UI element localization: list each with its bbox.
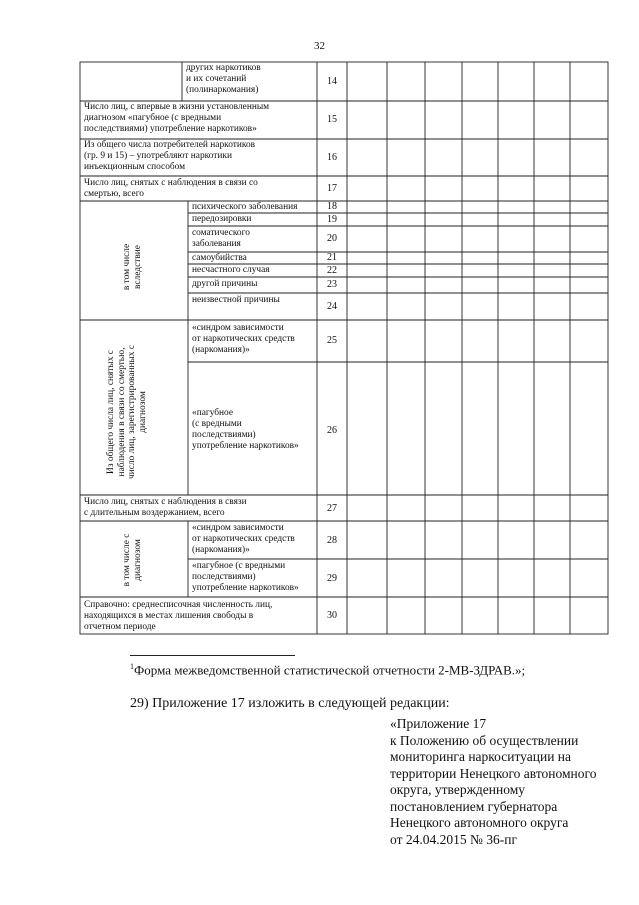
row-23-number: 23 — [327, 279, 337, 290]
row-29-label: «пагубное (с вредными последствиями) употребление наркотиков» — [192, 561, 299, 593]
row-20-number: 20 — [327, 233, 337, 244]
appendix-heading: «Приложение 17 к Положению об осуществлении мониторинга наркоситуации на территории Ненецкого автономного округа, утвержденному постановлением губернатора Ненецкого автономного округа от 24.04.2015 № 36-пг — [390, 716, 597, 847]
footnote — [130, 662, 525, 678]
row-19-label: передозировки — [192, 214, 252, 224]
row-28-number: 28 — [327, 535, 337, 546]
row-17-label: Число лиц, снятых с наблюдения в связи со смертью, всего — [84, 178, 258, 199]
row-14-number: 14 — [327, 76, 337, 87]
row-21-number: 21 — [327, 252, 337, 263]
row-24-number: 24 — [327, 301, 337, 312]
vertical-label-death-causes: в том числе вследствие — [122, 243, 143, 291]
row-22-number: 22 — [327, 265, 337, 276]
row-22-label: несчастного случая — [192, 265, 270, 275]
row-18-number: 18 — [327, 201, 337, 212]
row-29-number: 29 — [327, 573, 337, 584]
row-25-number: 25 — [327, 335, 337, 346]
vertical-label-deaths-registered: Из общего числа лиц, снятых с наблюдения в связи со смертью, число лиц, зарегистрированных с диагнозом — [106, 344, 148, 480]
row-27-number: 27 — [327, 503, 337, 514]
row-28-label: «синдром зависимости от наркотических средств (наркомания)» — [192, 523, 295, 555]
row-27-label: Число лиц, снятых с наблюдения в связи с длительным воздержанием, всего — [84, 497, 247, 518]
row-19-number: 19 — [327, 214, 337, 225]
row-21-label: самоубийства — [192, 253, 247, 263]
vertical-label-abstinence-diagnosis: в том числе с диагнозом — [122, 533, 143, 587]
amendment-paragraph: 29) Приложение 17 изложить в следующей редакции: — [130, 696, 450, 711]
row-18-label: психического заболевания — [192, 202, 298, 212]
footnote-divider — [130, 655, 295, 656]
row-14-label: других наркотиков и их сочетаний (полинаркомания) — [186, 63, 261, 95]
row-24-label: неизвестной причины — [192, 295, 280, 305]
row-30-label: Справочно: среднесписочная численность лиц, находящихся в местах лишения свободы в отчетном периоде — [84, 600, 273, 632]
row-26-label: «пагубное (с вредными последствиями) употребление наркотиков» — [192, 408, 299, 451]
footnote-mark: 1 — [130, 662, 134, 671]
page-number: 32 — [314, 40, 325, 52]
row-26-number: 26 — [327, 425, 337, 436]
row-25-label: «синдром зависимости от наркотических средств (наркомания)» — [192, 323, 295, 355]
row-16-label: Из общего числа потребителей наркотиков (гр. 9 и 15) – употребляют наркотики инъекционным способом — [84, 140, 256, 172]
footnote-text: Форма межведомственной статистической отчетности 2-МВ-ЗДРАВ.»; — [134, 662, 526, 678]
row-30-number: 30 — [327, 610, 337, 621]
row-23-label: другой причины — [192, 279, 258, 289]
row-15-number: 15 — [327, 114, 337, 125]
row-15-label: Число лиц, с впервые в жизни установленным диагнозом «пагубное (с вредными последствиями) употребление наркотиков» — [84, 102, 270, 134]
row-17-number: 17 — [327, 183, 337, 194]
row-16-number: 16 — [327, 152, 337, 163]
row-20-label: соматического заболевания — [192, 228, 250, 249]
